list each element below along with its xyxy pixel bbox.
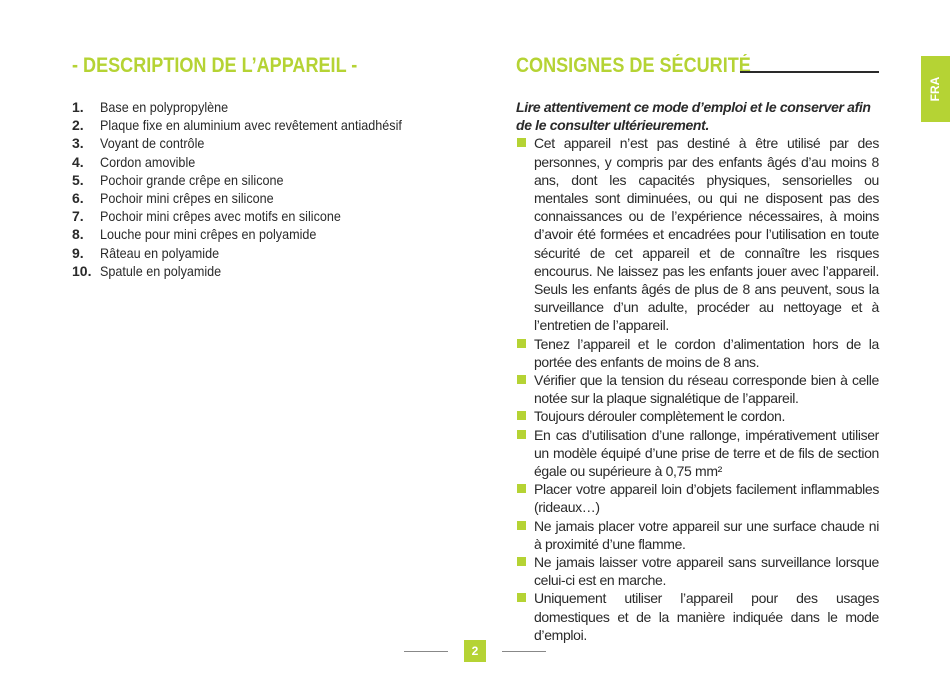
part-number: 2. — [72, 117, 84, 134]
safety-rule-text: Cet appareil n’est pas destiné à être utilisé par des personnes, y compris par des enfants âgés d’au moins 8 ans, dont les capacités physiques, sensorielles ou mentales sont diminuées, ou qui ne disposent pas des connaissances ou de l’expérience nécessaires, à moins d’avoir été formées et encadrées pour l’utilisation en toute sécurité de cet appareil et de connaître les risques encourus. Ne laissez pas les enfants jouer avec l’appareil. Seuls les enfants âgés de plus de 8 ans peuvent, sous la surveillance d’un adulte, procéder au nettoyage et à l’entretien de l’appareil. — [534, 135, 879, 334]
part-number: 10. — [72, 262, 92, 279]
part-number: 6. — [72, 190, 84, 207]
parts-list — [72, 98, 435, 280]
footer-line-left — [404, 651, 448, 652]
safety-rule — [516, 589, 879, 644]
part-text: Pochoir grande crêpe en silicone — [100, 171, 284, 188]
safety-rule-text: Placer votre appareil loin d’objets facilement inflammables (rideaux…) — [534, 481, 879, 516]
square-bullet-icon — [517, 593, 526, 602]
parts-list-item — [72, 225, 435, 243]
safety-rule — [516, 426, 879, 481]
parts-list-item — [72, 171, 435, 189]
safety-rule-text: Uniquement utiliser l’appareil pour des usages domestiques et de la manière indiquée dans le mode d’emploi. — [534, 590, 879, 643]
square-bullet-icon — [517, 557, 526, 566]
part-text: Plaque fixe en aluminium avec revêtement antiadhésif — [100, 117, 402, 134]
safety-section — [516, 98, 879, 644]
safety-intro: Lire attentivement ce mode d’emploi et le conserver afin de le consulter ultérieurement. — [516, 99, 871, 134]
parts-list-item — [72, 262, 435, 280]
part-text: Pochoir mini crêpes en silicone — [100, 190, 274, 207]
safety-rule — [516, 480, 879, 516]
safety-rule-text: Toujours dérouler complètement le cordon. — [534, 408, 786, 425]
square-bullet-icon — [517, 484, 526, 493]
safety-rule — [516, 335, 879, 371]
parts-list-item — [72, 116, 435, 134]
part-number: 7. — [72, 208, 84, 225]
part-number: 3. — [72, 135, 84, 152]
safety-rule — [516, 371, 879, 407]
square-bullet-icon — [517, 430, 526, 439]
parts-list-item — [72, 244, 435, 262]
heading-rule — [740, 71, 879, 73]
footer-line-right — [502, 651, 546, 652]
parts-list-item — [72, 153, 435, 171]
square-bullet-icon — [517, 375, 526, 384]
safety-rule-text: Vérifier que la tension du réseau corresponde bien à celle notée sur la plaque signalétique de l’appareil. — [534, 372, 879, 407]
square-bullet-icon — [517, 411, 526, 420]
safety-rule-text: Ne jamais placer votre appareil sur une surface chaude ni à proximité d’une flamme. — [534, 517, 879, 552]
square-bullet-icon — [517, 339, 526, 348]
parts-list-item — [72, 207, 435, 225]
page-number-badge: 2 — [464, 640, 486, 662]
parts-list-item — [72, 189, 435, 207]
part-text: Spatule en polyamide — [100, 262, 222, 279]
part-text: Pochoir mini crêpes avec motifs en silicone — [100, 208, 341, 225]
safety-rule-text: Ne jamais laisser votre appareil sans surveillance lorsque celui-ci est en marche. — [534, 554, 879, 589]
part-text: Voyant de contrôle — [100, 135, 205, 152]
part-text: Râteau en polyamide — [100, 244, 220, 261]
part-text: Cordon amovible — [100, 153, 196, 170]
square-bullet-icon — [517, 521, 526, 530]
safety-rule-text: En cas d’utilisation d’une rallonge, impérativement utiliser un modèle équipé d’une prise de terre et de fils de section égale ou supérieure à 0,75 mm² — [534, 426, 879, 480]
description-heading: - DESCRIPTION DE L’APPAREIL - — [72, 54, 358, 77]
safety-heading: CONSIGNES DE SÉCURITÉ — [516, 54, 751, 77]
language-tab — [921, 56, 950, 122]
part-number: 1. — [72, 99, 84, 115]
safety-rules-list — [516, 134, 879, 644]
safety-rule — [516, 134, 879, 334]
square-bullet-icon — [517, 138, 526, 147]
part-number: 4. — [72, 153, 84, 170]
part-number: 8. — [72, 226, 84, 243]
part-number: 5. — [72, 171, 84, 188]
part-text: Base en polypropylène — [100, 99, 229, 115]
safety-rule — [516, 553, 879, 589]
parts-list-item — [72, 134, 435, 152]
safety-rule-text: Tenez l’appareil et le cordon d’alimentation hors de la portée des enfants de moins de 8 ans. — [534, 335, 879, 370]
safety-rule — [516, 517, 879, 553]
language-tab-label: FRA — [928, 76, 942, 102]
part-text: Louche pour mini crêpes en polyamide — [100, 226, 317, 243]
part-number: 9. — [72, 244, 84, 261]
safety-rule — [516, 407, 879, 425]
parts-list-item — [72, 98, 435, 116]
